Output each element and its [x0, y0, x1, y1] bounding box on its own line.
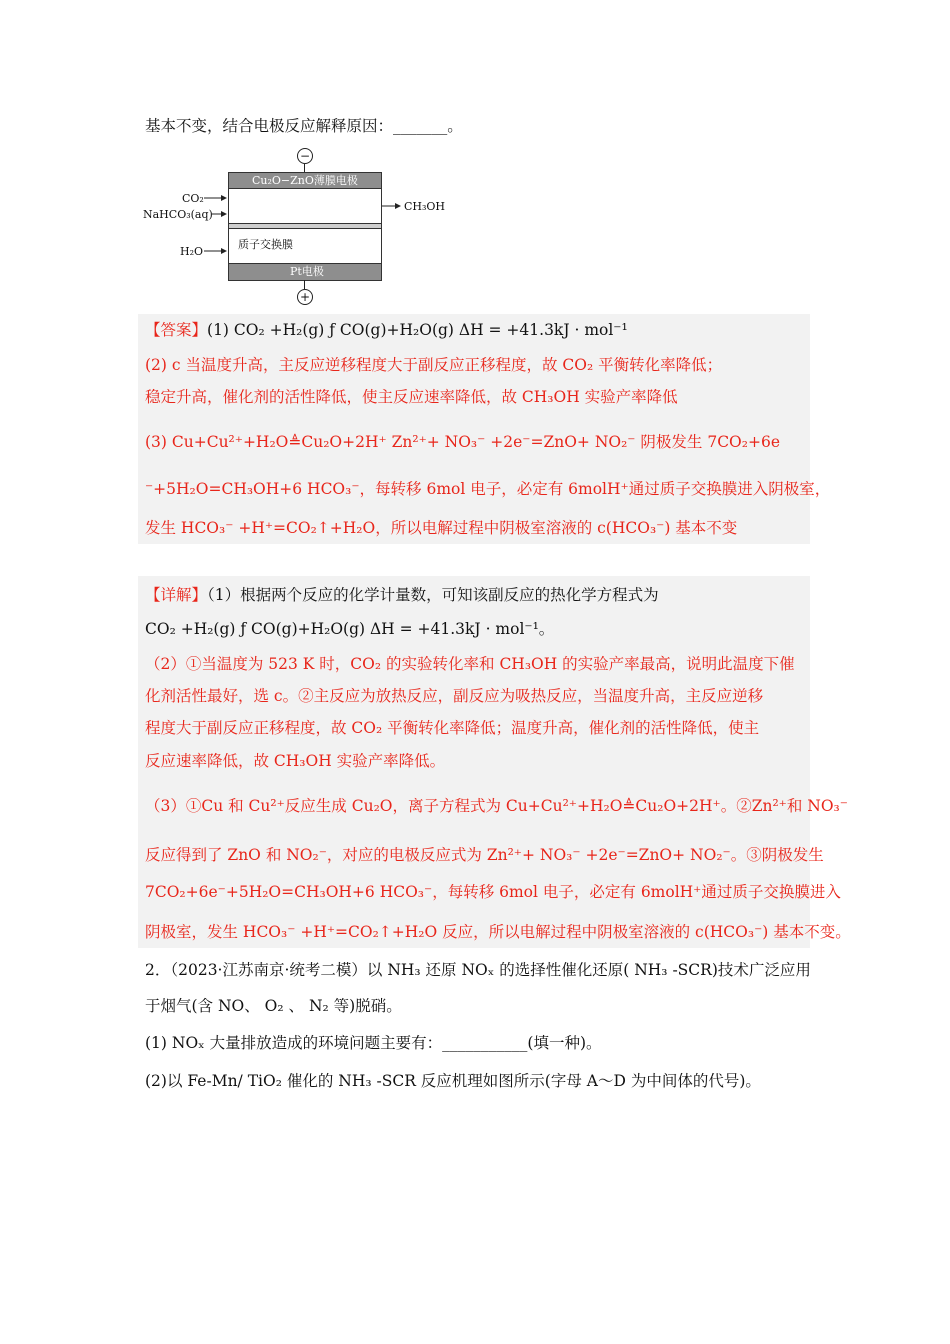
answer-line-4: (3) Cu+Cu²⁺+H₂O≜Cu₂O+2H⁺ Zn²⁺+ NO₃⁻ +2e⁻=ZnO+ NO₂⁻ 阴极发生 7CO₂+6e — [145, 433, 781, 451]
positive-terminal-icon: + — [297, 289, 313, 305]
answer-line-6: 发生 HCO₃⁻ +H⁺=CO₂↑+H₂O，所以电解过程中阴极室溶液的 c(HCO₃⁻) 基本不变 — [145, 519, 738, 537]
question-tail: 基本不变，结合电极反应解释原因：_______。 — [145, 117, 463, 135]
electrolysis-diagram — [140, 145, 460, 310]
input-h2o-label: H₂O — [180, 245, 204, 258]
detail-line-8: 反应得到了 ZnO 和 NO₂⁻，对应的电极反应式为 Zn²⁺+ NO₃⁻ +2e⁻=ZnO+ NO₂⁻。③阴极发生 — [145, 846, 824, 864]
answer-label: 【答案】 — [145, 321, 208, 339]
q2-line-3: (1) NOₓ 大量排放造成的环境问题主要有：___________(填一种)。 — [145, 1034, 602, 1052]
answer-line-3: 稳定升高，催化剂的活性降低，使主反应速率降低，故 CH₃OH 实验产率降低 — [145, 388, 678, 406]
membrane-label: 质子交换膜 — [238, 238, 293, 251]
detail-line-9: 7CO₂+6e⁻+5H₂O=CH₃OH+6 HCO₃⁻，每转移 6mol 电子，必定有 6molH⁺通过质子交换膜进入 — [145, 883, 841, 901]
answer-line-5: ⁻+5H₂O=CH₃OH+6 HCO₃⁻，每转移 6mol 电子，必定有 6molH⁺通过质子交换膜进入阴极室， — [145, 480, 831, 498]
detail-line-6: 反应速率降低，故 CH₃OH 实验产率降低。 — [145, 752, 446, 770]
detail-line-5: 程度大于副反应正移程度，故 CO₂ 平衡转化率降低；温度升高，催化剂的活性降低，使主 — [145, 719, 760, 737]
detail-line-10: 阴极室，发生 HCO₃⁻ +H⁺=CO₂↑+H₂O 反应，所以电解过程中阴极室溶液的 c(HCO₃⁻) 基本不变。 — [145, 923, 851, 941]
answer-line-2: (2) c 当温度升高，主反应逆移程度大于副反应正移程度，故 CO₂ 平衡转化率降低； — [145, 356, 723, 374]
answer-line-1 — [145, 320, 628, 340]
input-co2-label: CO₂ — [182, 192, 204, 205]
detail-text-1: （1）根据两个反应的化学计量数，可知该副反应的热化学方程式为 — [207, 586, 659, 604]
diagram-arrows — [140, 145, 460, 310]
detail-line-2: CO₂ +H₂(g) ƒ CO(g)+H₂O(g) ΔH = +41.3kJ · mol⁻¹。 — [145, 620, 555, 638]
answer-background — [138, 314, 810, 544]
detail-line-7: （3）①Cu 和 Cu²⁺反应生成 Cu₂O，离子方程式为 Cu+Cu²⁺+H₂O≜Cu₂O+2H⁺。②Zn²⁺和 NO₃⁻ — [145, 797, 848, 815]
q2-line-4: (2)以 Fe-Mn/ TiO₂ 催化的 NH₃ -SCR 反应机理如图所示(字母 A～D 为中间体的代号)。 — [145, 1072, 761, 1090]
top-electrode-label: Cu₂O−ZnO薄膜电极 — [252, 174, 358, 187]
output-ch3oh-label: CH₃OH — [404, 200, 446, 213]
detail-line-4: 化剂活性最好，选 c。②主反应为放热反应，副反应为吸热反应，当温度升高，主反应逆移 — [145, 687, 764, 705]
detail-line-1 — [145, 585, 659, 605]
detail-line-3: （2）①当温度为 523 K 时，CO₂ 的实验转化率和 CH₃OH 的实验产率最高，说明此温度下催 — [145, 655, 795, 673]
negative-terminal-icon: − — [297, 148, 313, 164]
q2-line-1: 2．（2023·江苏南京·统考二模）以 NH₃ 还原 NOₓ 的选择性催化还原( NH₃ -SCR)技术广泛应用 — [145, 961, 811, 979]
q2-line-2: 于烟气(含 NO、 O₂ 、 N₂ 等)脱硝。 — [145, 997, 402, 1015]
detail-label: 【详解】 — [145, 586, 208, 604]
answer-eq-1: (1) CO₂ +H₂(g) ƒ CO(g)+H₂O(g) ΔH = +41.3kJ · mol⁻¹ — [207, 321, 628, 339]
bottom-electrode-label: Pt电极 — [290, 265, 324, 278]
input-nahco3-label: NaHCO₃(aq) — [143, 208, 213, 221]
